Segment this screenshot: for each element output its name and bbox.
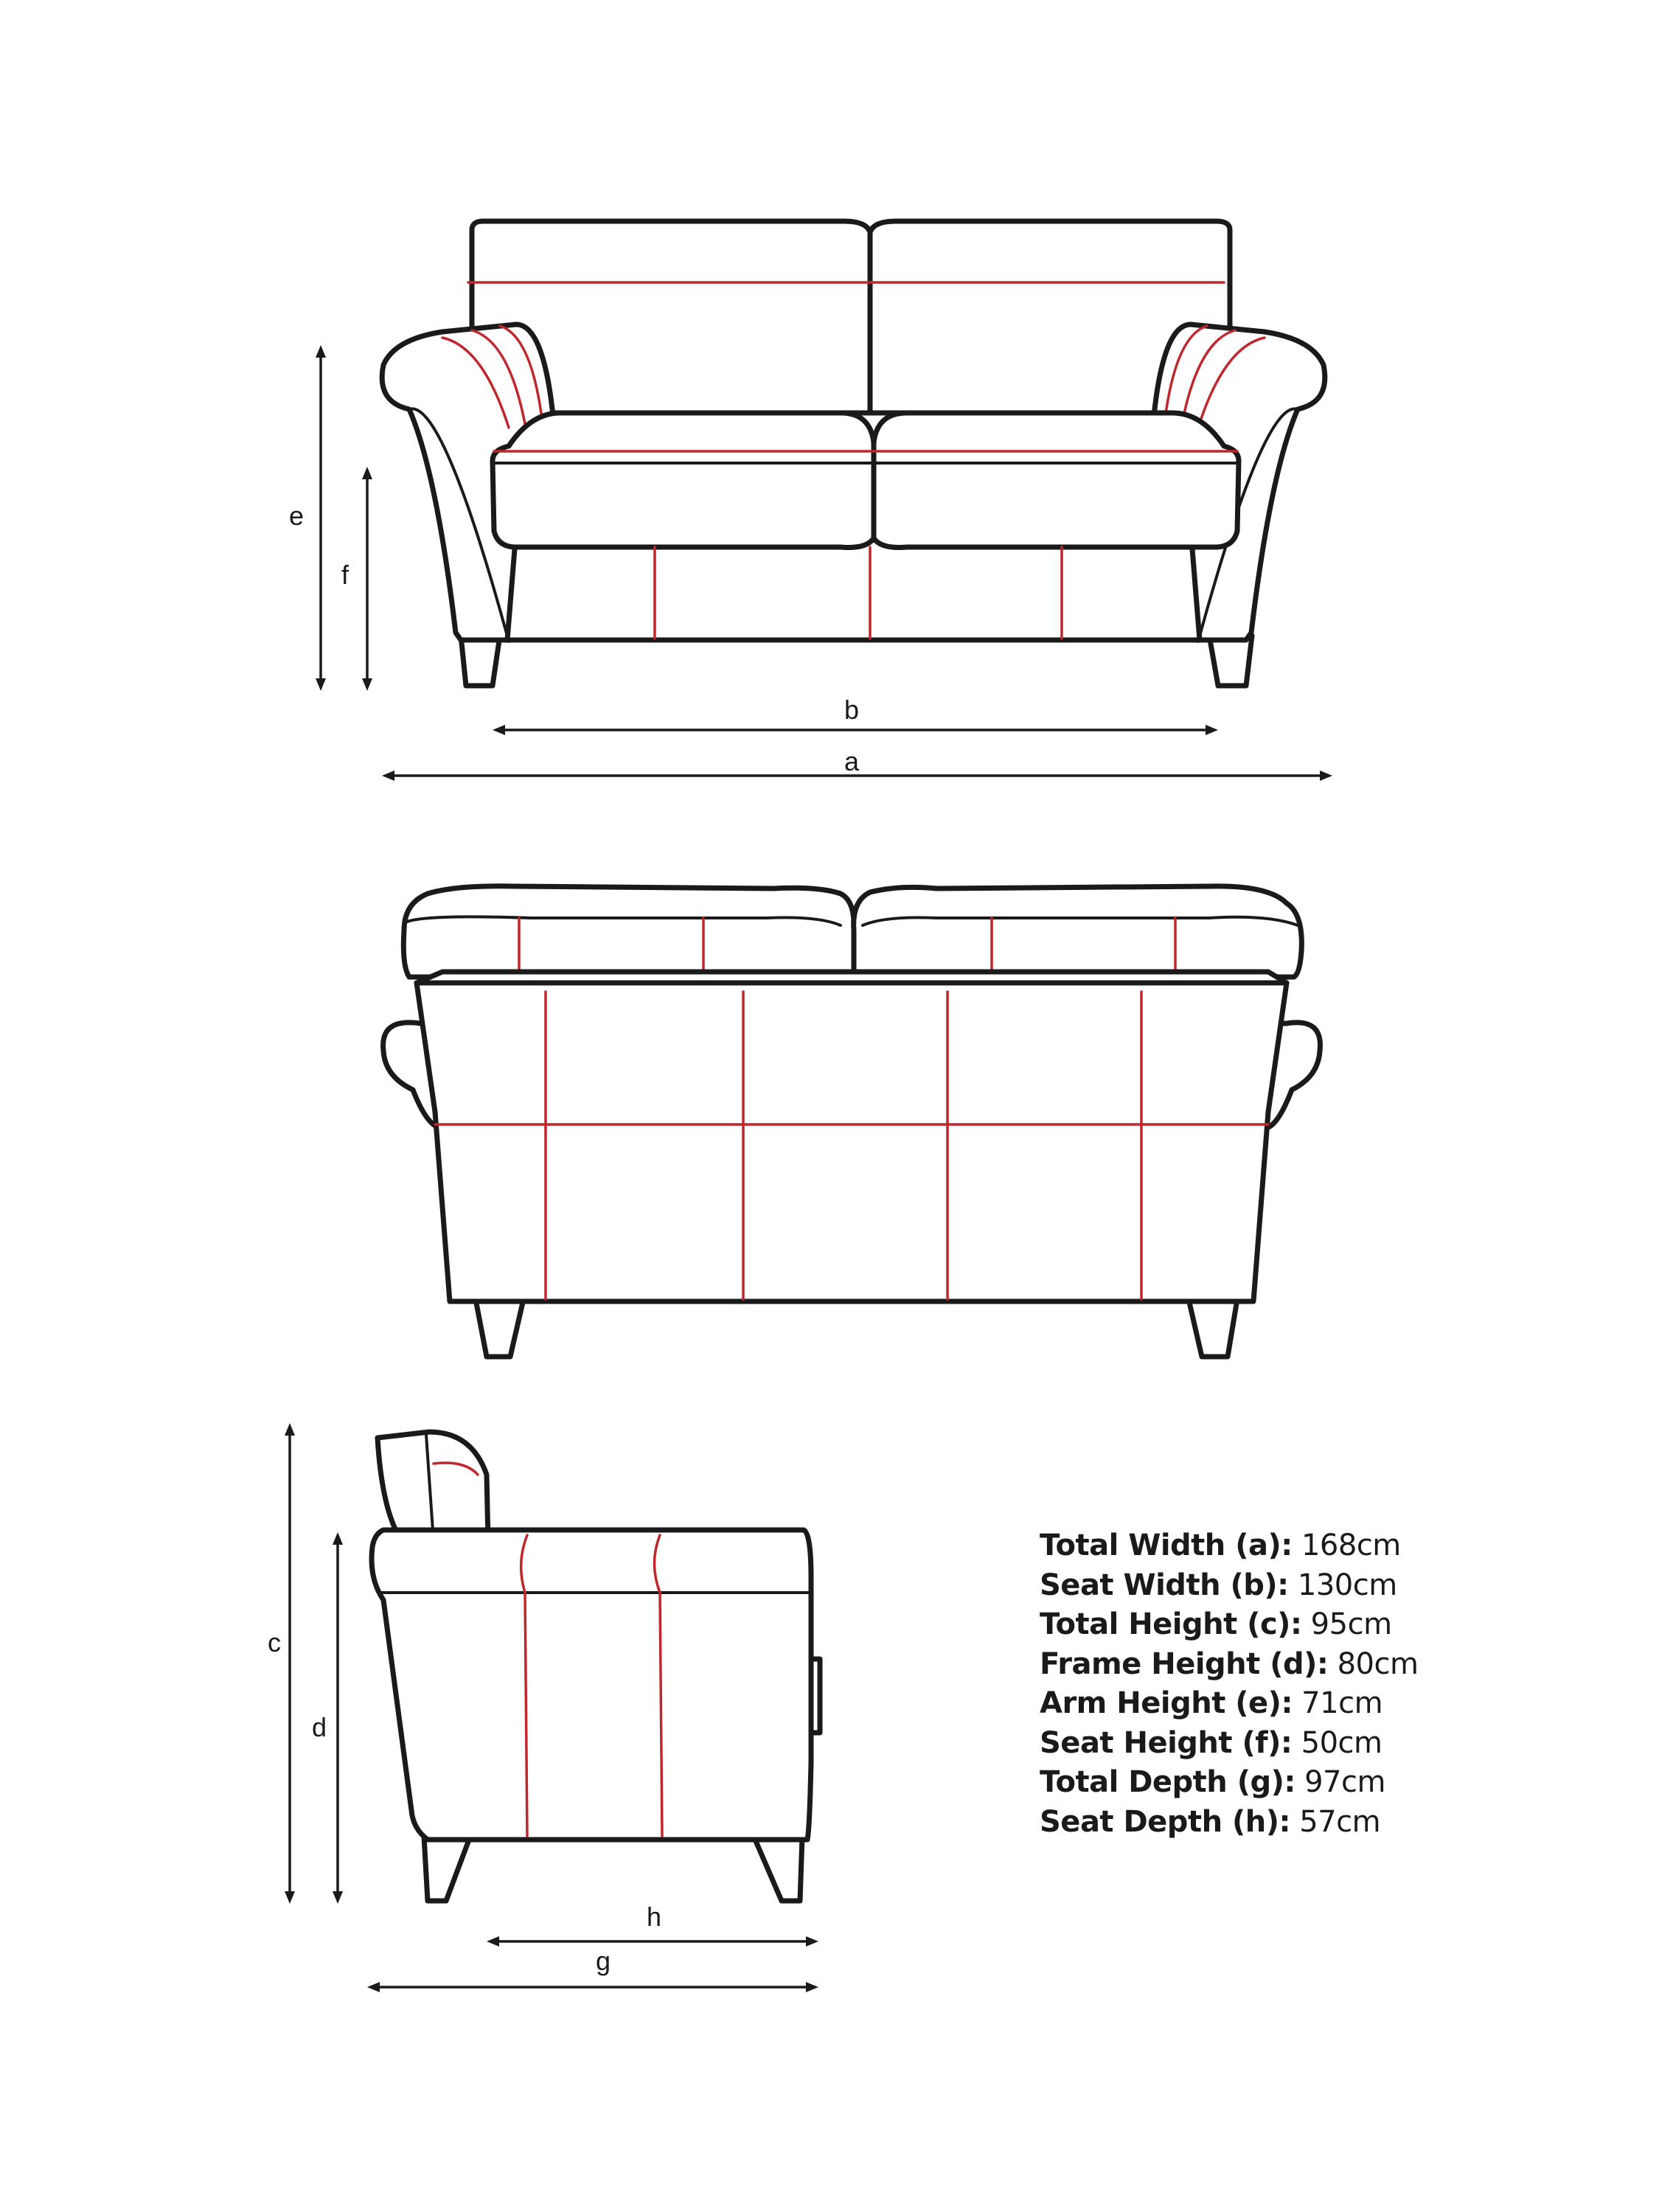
dimension-spec-list — [1040, 1526, 1418, 1842]
dim-b-label: b — [844, 695, 860, 725]
front-seat-cushion-right — [874, 413, 1239, 548]
spec-label: Arm Height (e): — [1040, 1686, 1293, 1720]
dim-h-label: h — [646, 1902, 662, 1932]
dim-f-arrow-top — [362, 467, 372, 479]
dim-d-label: d — [311, 1712, 327, 1742]
back-cushion-right — [854, 886, 1302, 977]
spec-frame-height — [1040, 1645, 1418, 1685]
dim-g-label: g — [595, 1946, 611, 1976]
spec-label: Total Width (a): — [1040, 1528, 1293, 1562]
spec-value: 80cm — [1337, 1646, 1419, 1681]
spec-total-width — [1040, 1526, 1418, 1566]
spec-label: Seat Height (f): — [1040, 1725, 1293, 1760]
spec-seat-height — [1040, 1724, 1418, 1764]
spec-label: Total Depth (g): — [1040, 1765, 1295, 1799]
dim-c-arrow-bottom — [285, 1891, 295, 1904]
spec-label: Total Height (c): — [1040, 1607, 1302, 1641]
front-view — [289, 221, 1332, 781]
side-body — [372, 1530, 811, 1840]
back-panel — [417, 983, 1287, 1301]
dim-f-label: f — [341, 560, 349, 590]
front-left-leg — [461, 636, 500, 686]
spec-value: 71cm — [1301, 1686, 1383, 1720]
spec-value: 95cm — [1310, 1607, 1392, 1641]
side-back-leg — [754, 1836, 802, 1901]
dim-g-arrow-right — [806, 1982, 818, 1992]
dim-d-arrow-bottom — [333, 1891, 343, 1904]
dim-c-arrow-top — [285, 1423, 295, 1436]
dim-d-arrow-top — [333, 1532, 343, 1545]
dim-e-arrow-top — [316, 345, 326, 358]
spec-value: 50cm — [1301, 1725, 1382, 1760]
dim-e-label: e — [288, 501, 305, 531]
back-left-leg — [476, 1299, 524, 1357]
spec-label: Frame Height (d): — [1040, 1646, 1329, 1681]
dim-b-arrow-right — [1206, 725, 1218, 735]
dim-g-arrow-left — [367, 1982, 380, 1992]
back-cushion-left — [403, 886, 854, 977]
back-right-leg — [1189, 1299, 1237, 1357]
spec-value: 168cm — [1301, 1528, 1401, 1562]
front-seat-cushion-left — [493, 413, 874, 548]
spec-label: Seat Depth (h): — [1040, 1804, 1290, 1839]
spec-label: Seat Width (b): — [1040, 1568, 1289, 1602]
dim-b-arrow-left — [493, 725, 505, 735]
side-front-leg — [424, 1836, 470, 1901]
spec-seat-width — [1040, 1566, 1418, 1606]
side-view — [268, 1423, 820, 1992]
dim-a-arrow-left — [382, 771, 394, 781]
dim-a-arrow-right — [1320, 771, 1332, 781]
spec-value: 97cm — [1304, 1765, 1385, 1799]
dim-h-arrow-right — [806, 1936, 818, 1947]
spec-seat-depth — [1040, 1803, 1418, 1843]
side-recliner-handle — [811, 1659, 820, 1733]
spec-value: 57cm — [1299, 1804, 1381, 1839]
front-right-leg — [1209, 636, 1252, 686]
dim-f-arrow-bottom — [362, 678, 372, 691]
back-view — [383, 886, 1321, 1357]
dim-e-arrow-bottom — [316, 678, 326, 691]
dim-h-arrow-left — [487, 1936, 499, 1947]
dim-c-label: c — [268, 1627, 281, 1658]
spec-total-depth — [1040, 1763, 1418, 1803]
spec-value: 130cm — [1297, 1568, 1397, 1602]
spec-total-height — [1040, 1605, 1418, 1645]
dim-a-label: a — [844, 746, 860, 776]
spec-arm-height — [1040, 1684, 1418, 1724]
